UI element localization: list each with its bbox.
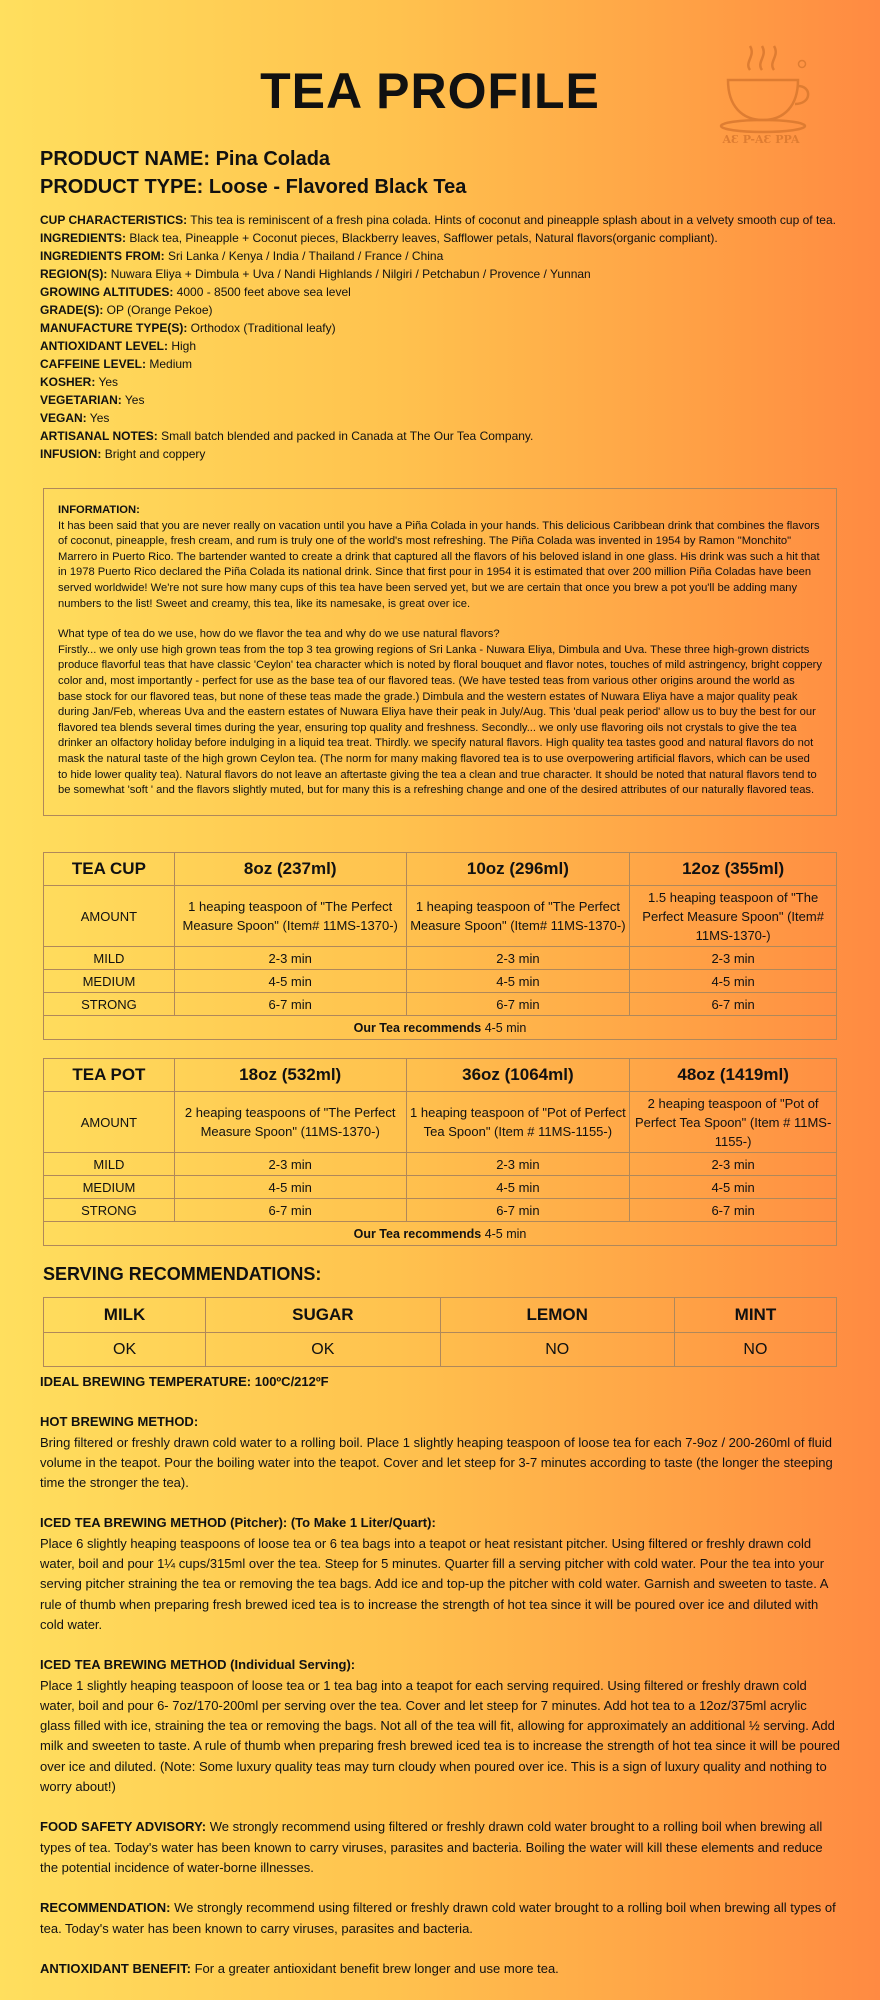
- strength-label: MILD: [44, 1153, 175, 1176]
- amount-cell: 2 heaping teaspoons of "The Perfect Measure Spoon" (11MS-1370-): [174, 1092, 406, 1153]
- information-paragraph-2: What type of tea do we use, how do we flavor the tea and why do we use natural flavors?: [58, 628, 500, 641]
- spec-label: INFUSION:: [40, 447, 102, 461]
- spec-value: Small batch blended and packed in Canada at The Our Tea Company.: [161, 429, 534, 443]
- spec-label: INGREDIENTS:: [40, 231, 127, 245]
- recommendation-row: [44, 1222, 837, 1246]
- steep-time-cell: 2-3 min: [406, 1153, 630, 1176]
- product-name-value: Pina Colada: [215, 148, 331, 170]
- amount-label: AMOUNT: [44, 1092, 175, 1153]
- spec-label: GROWING ALTITUDES:: [40, 285, 174, 299]
- tea-pot-table: [43, 1058, 837, 1246]
- steep-time-cell: 6-7 min: [406, 1199, 630, 1222]
- antioxidant-label: ANTIOXIDANT BENEFIT:: [40, 1960, 191, 1976]
- strength-label: MILD: [44, 947, 175, 970]
- page-title: TEA PROFILE: [260, 63, 600, 119]
- strength-row: [44, 993, 837, 1016]
- product-name-line: [40, 145, 466, 173]
- recommend-value: 4-5 min: [484, 1020, 527, 1035]
- iced-pitcher-heading: ICED TEA BREWING METHOD (Pitcher): (To Make 1 Liter/Quart):: [40, 1515, 436, 1531]
- spec-value: Yes: [124, 393, 145, 407]
- spec-value: OP (Orange Pekoe): [106, 303, 213, 317]
- spec-row: [40, 283, 840, 301]
- logo-text: AƐ P-AƐ PPA: [722, 133, 800, 146]
- spec-row: [40, 229, 840, 247]
- size-header: 48oz (1419ml): [630, 1059, 837, 1092]
- tea-cup-table: [43, 852, 837, 1040]
- serving-heading: SERVING RECOMMENDATIONS:: [43, 1264, 322, 1284]
- food-safety-label: FOOD SAFETY ADVISORY:: [40, 1819, 207, 1835]
- steep-time-cell: 2-3 min: [630, 1153, 837, 1176]
- recommendation-row: [44, 1016, 837, 1040]
- spec-row: [40, 247, 840, 265]
- product-type-label: PRODUCT TYPE:: [40, 176, 204, 198]
- serving-value-mint: NO: [674, 1333, 836, 1367]
- spec-value: This tea is reminiscent of a fresh pina colada. Hints of coconut and pineapple splash about in a velvety smooth cup of tea.: [190, 213, 836, 227]
- spec-value: 4000 - 8500 feet above sea level: [176, 285, 351, 299]
- tea-cup-logo-icon: [700, 40, 820, 150]
- strength-row: [44, 970, 837, 993]
- steep-time-cell: 4-5 min: [406, 970, 630, 993]
- spec-label: KOSHER:: [40, 375, 96, 389]
- amount-cell: 2 heaping teaspoon of "Pot of Perfect Tea Spoon" (Item # 11MS-1155-): [630, 1092, 837, 1153]
- recommend-label: Our Tea recommends: [353, 1020, 482, 1035]
- spec-row: [40, 301, 840, 319]
- spec-value: Nuwara Eliya + Dimbula + Uva / Nandi Highlands / Nilgiri / Petchabun / Provence / Yunnan: [110, 267, 591, 281]
- serving-value-sugar: OK: [206, 1333, 440, 1367]
- amount-cell: 1 heaping teaspoon of "The Perfect Measure Spoon" (Item# 11MS-1370-): [406, 886, 630, 947]
- iced-individual-text: Place 1 slightly heaping teaspoon of loose tea or 1 tea bag into a teapot for each serving required. Using filtered or freshly drawn cold water, boil and pour 6- 7oz/170-200ml per serving over the tea. Cover and let steep for 7 minutes. Add hot tea to a 12oz/375ml acrylic glass filled with ice, straining the tea or removing the bags. Not all of the tea will fit, allowing for approximately an additional ½ serving. Add milk and sweeten to taste. A rule of thumb when preparing fresh brewed iced tea is to increase the strength of hot tea since it will be poured over ice and diluted. (Note: Some luxury quality teas may turn cloudy when poured over ice. This is a sign of luxury quality and nothing to worry about!): [40, 1677, 840, 1795]
- brewing-temperature: IDEAL BREWING TEMPERATURE: 100ºC/212ºF: [40, 1374, 329, 1389]
- steep-time-cell: 4-5 min: [174, 1176, 406, 1199]
- steep-time-cell: 4-5 min: [406, 1176, 630, 1199]
- spec-value: Yes: [98, 375, 119, 389]
- steep-time-cell: 2-3 min: [406, 947, 630, 970]
- strength-label: MEDIUM: [44, 970, 175, 993]
- spec-row: [40, 355, 840, 373]
- information-heading: INFORMATION:: [58, 504, 140, 516]
- strength-row: [44, 947, 837, 970]
- strength-row: [44, 1199, 837, 1222]
- recommend-label: Our Tea recommends: [353, 1226, 482, 1241]
- strength-label: MEDIUM: [44, 1176, 175, 1199]
- amount-cell: 1.5 heaping teaspoon of "The Perfect Measure Spoon" (Item# 11MS-1370-): [630, 886, 837, 947]
- product-name-label: PRODUCT NAME:: [40, 148, 210, 170]
- size-header: 12oz (355ml): [630, 853, 837, 886]
- steep-time-cell: 6-7 min: [174, 1199, 406, 1222]
- spec-row: [40, 211, 840, 229]
- serving-header-mint: MINT: [674, 1298, 836, 1333]
- spec-label: INGREDIENTS FROM:: [40, 249, 165, 263]
- spec-row: [40, 319, 840, 337]
- serving-header-lemon: LEMON: [440, 1298, 674, 1333]
- strength-row: [44, 1176, 837, 1199]
- recommendation-label: RECOMMENDATION:: [40, 1900, 171, 1916]
- steep-time-cell: 2-3 min: [630, 947, 837, 970]
- serving-value-lemon: NO: [440, 1333, 674, 1367]
- table-header: TEA POT: [44, 1059, 175, 1092]
- steep-time-cell: 4-5 min: [630, 1176, 837, 1199]
- size-header: 10oz (296ml): [406, 853, 630, 886]
- steep-time-cell: 4-5 min: [630, 970, 837, 993]
- spec-label: GRADE(S):: [40, 303, 104, 317]
- size-header: 18oz (532ml): [174, 1059, 406, 1092]
- steep-time-cell: 6-7 min: [174, 993, 406, 1016]
- spec-row: [40, 409, 840, 427]
- strength-row: [44, 1153, 837, 1176]
- spec-label: VEGETARIAN:: [40, 393, 122, 407]
- spec-label: REGION(S):: [40, 267, 108, 281]
- spec-label: CAFFEINE LEVEL:: [40, 357, 147, 371]
- product-heading: [40, 145, 466, 201]
- product-type-value: Loose - Flavored Black Tea: [208, 176, 467, 198]
- spec-value: Black tea, Pineapple + Coconut pieces, Blackberry leaves, Safflower petals, Natural flavors(organic compliant).: [129, 231, 718, 245]
- hot-method-text: Bring filtered or freshly drawn cold water to a rolling boil. Place 1 slightly heaping teaspoon of loose tea for each 7-9oz / 200-260ml of fluid volume in the teapot. Pour the boiling water into the teapot. Cover and let steep for 3-7 minutes according to taste (the longer the steeping time the stronger the tea).: [40, 1434, 833, 1491]
- iced-pitcher-text: Place 6 slightly heaping teaspoons of loose tea or 6 tea bags into a teapot or heat resistant pitcher. Using filtered or freshly drawn cold water, boil and pour 1¼ cups/315ml over the tea. Steep for 5 minutes. Quarter fill a serving pitcher with cold water. Pour the tea into your serving pitcher straining the tea or removing the tea bags. Add ice and top-up the pitcher with cold water. Garnish and sweeten to taste. A rule of thumb when preparing fresh brewed iced tea is to increase the strength of hot tea since it will be poured over ice and diluted with cold water.: [40, 1535, 828, 1632]
- size-header: 8oz (237ml): [174, 853, 406, 886]
- spec-label: CUP CHARACTERISTICS:: [40, 213, 188, 227]
- spec-value: Medium: [149, 357, 193, 371]
- spec-label: VEGAN:: [40, 411, 87, 425]
- spec-row: [40, 373, 840, 391]
- recommendation-text: We strongly recommend using filtered or freshly drawn cold water brought to a rolling boil when brewing all types of tea. Today's water has been known to carry viruses, parasites and bacteria.: [40, 1900, 836, 1936]
- strength-label: STRONG: [44, 1199, 175, 1222]
- strength-label: STRONG: [44, 993, 175, 1016]
- brewing-methods: [40, 1372, 840, 1999]
- hot-method-heading: HOT BREWING METHOD:: [40, 1414, 199, 1430]
- product-type-line: [40, 173, 466, 201]
- spec-list: [40, 211, 840, 463]
- serving-header-milk: MILK: [44, 1298, 206, 1333]
- spec-label: MANUFACTURE TYPE(S):: [40, 321, 188, 335]
- spec-value: Bright and coppery: [104, 447, 206, 461]
- steep-time-cell: 2-3 min: [174, 947, 406, 970]
- spec-row: [40, 445, 840, 463]
- serving-header-sugar: SUGAR: [206, 1298, 440, 1333]
- steep-time-cell: 2-3 min: [174, 1153, 406, 1176]
- spec-label: ANTIOXIDANT LEVEL:: [40, 339, 168, 353]
- antioxidant-text: For a greater antioxidant benefit brew longer and use more tea.: [194, 1960, 559, 1976]
- steep-time-cell: 6-7 min: [630, 1199, 837, 1222]
- spec-value: Yes: [89, 411, 110, 425]
- steep-time-cell: 4-5 min: [174, 970, 406, 993]
- spec-row: [40, 265, 840, 283]
- spec-label: ARTISANAL NOTES:: [40, 429, 158, 443]
- spec-value: Sri Lanka / Kenya / India / Thailand / France / China: [168, 249, 444, 263]
- recommend-value: 4-5 min: [484, 1226, 527, 1241]
- amount-cell: 1 heaping teaspoon of "The Perfect Measure Spoon" (Item# 11MS-1370-): [174, 886, 406, 947]
- information-paragraph-1: It has been said that you are never really on vacation until you have a Piña Colada in your hands. This delicious Caribbean drink that combines the flavors of coconut, pineapple, fresh cream, and rum is truly one of the world's most refreshing. The Piña Colada was invented in 1954 by Ramon "Monchito" Marrero in Puerto Rico. The bartender wanted to create a drink that captured all the flavors of his beloved island in one glass. His drink was such a hit that in 1978 Puerto Rico declared the Piña Colada its national drink. Since that first pour in 1954 it is estimated that over 200 million Piña Coladas have been served worldwide! We're not sure how many cups of this tea have been served yet, but we are certain that once you brew a pot you'll be adding many numbers to the list! Sweet and creamy, this tea, like its namesake, is great over ice.: [58, 519, 820, 610]
- serving-value-milk: OK: [44, 1333, 206, 1367]
- spec-value: High: [171, 339, 197, 353]
- spec-row: [40, 337, 840, 355]
- steep-time-cell: 6-7 min: [406, 993, 630, 1016]
- information-paragraph-3: Firstly... we only use high grown teas from the top 3 tea growing regions of Sri Lanka - Nuwara Eliya, Dimbula and Uva. These three high-grown districts produce flavorful teas that have classic 'Ceylon' tea character which is noted by floral bouquet and flavor notes, touches of mild astringency, bright coppery color and, most importantly - perfect for use as the base tea of our flavored teas. (We have tested teas from various other origins around the world as base stock for our flavored teas, but none of these teas made the grade.) Dimbula and the western estates of Nuwara Eliya have a major quality peak during Jan/Feb, whereas Uva and the eastern estates of Nuwara Eliya have their peak in July/Aug. This 'dual peak period' allow us to buy the best for our flavored tea blends several times during the year, ensuring top quality and freshness. Secondly... we only use flavoring oils not crystals to give the tea drinker an olfactory holiday before indulging in a liquid tea treat. Thirdly. we specify natural flavors. High quality tea tastes good and natural flavors do not mask the natural taste of the high grown Ceylon tea. (The norm for many making flavored tea is to use overpowering artificial flavors, which can be used to hide lower quality tea). Natural flavors do not leave an aftertaste giving the tea a clean and true character. It should be noted that natural flavors tend to be somewhat 'soft ' and the flavors slightly muted, but for many this is a refreshing change and one of the desired attributes of our naturally flavored teas.: [58, 643, 822, 797]
- iced-individual-heading: ICED TEA BREWING METHOD (Individual Serving):: [40, 1657, 356, 1673]
- amount-label: AMOUNT: [44, 886, 175, 947]
- amount-cell: 1 heaping teaspoon of "Pot of Perfect Tea Spoon" (Item # 11MS-1155-): [406, 1092, 630, 1153]
- spec-value: Orthodox (Traditional leafy): [190, 321, 336, 335]
- spec-row: [40, 391, 840, 409]
- steep-time-cell: 6-7 min: [630, 993, 837, 1016]
- serving-table: [43, 1297, 837, 1367]
- table-header: TEA CUP: [44, 853, 175, 886]
- spec-row: [40, 427, 840, 445]
- food-safety-text: We strongly recommend using filtered or freshly drawn cold water brought to a rolling boil when brewing all types of tea. Today's water has been known to carry viruses, parasites and bacteria. Boiling the water will kill these elements and reduce the potential incidence of water-borne illnesses.: [40, 1819, 823, 1875]
- size-header: 36oz (1064ml): [406, 1059, 630, 1092]
- information-box: [43, 488, 837, 816]
